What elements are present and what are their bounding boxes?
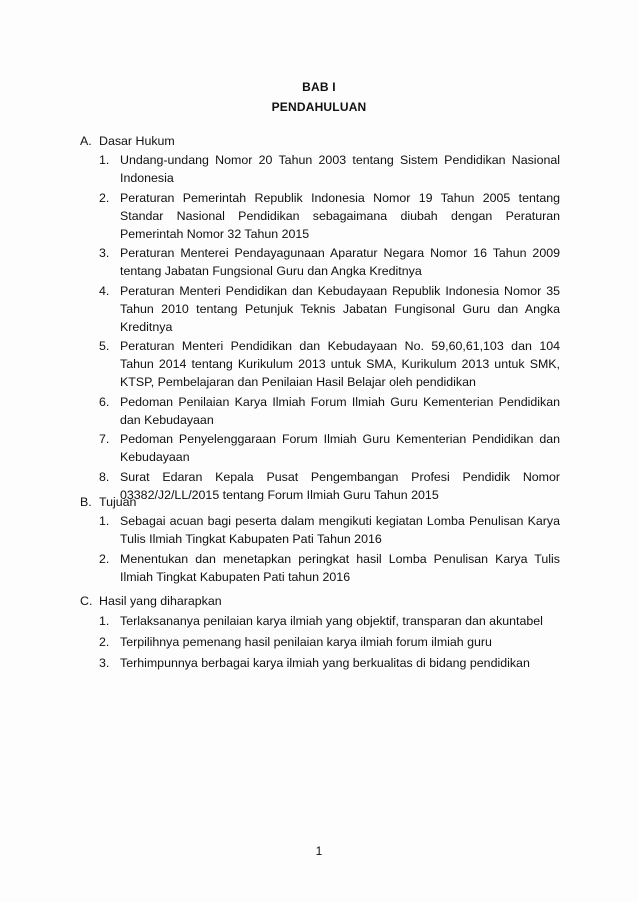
item-text: Terlaksananya penilaian karya ilmiah yang objektif, transparan dan akuntabel — [120, 614, 543, 628]
item-number: 1. — [99, 514, 110, 528]
item-number: 5. — [99, 339, 110, 353]
item-text: Peraturan Menterei Pendayagunaan Aparatur Negara Nomor 16 Tahun 2009 tentang Jabatan Fungsional Guru dan Angka Kreditnya — [120, 246, 560, 278]
item-text: Pedoman Penilaian Karya Ilmiah Forum Ilmiah Guru Kementerian Pendidikan dan Kebudayaan — [120, 394, 560, 427]
section-title: Dasar Hukum — [99, 134, 175, 148]
chapter-number: BAB I — [302, 80, 336, 94]
section-letter: B. — [80, 495, 92, 509]
list-item — [80, 611, 560, 631]
list-item — [80, 550, 560, 586]
list-item — [80, 151, 560, 187]
item-text: Surat Edaran Kepala Pusat Pengembangan Profesi Pendidik Nomor 03382/J2/LL/2015 tentang Forum Ilmiah Guru Tahun 2015 — [120, 469, 560, 502]
list-item — [80, 244, 560, 280]
item-text: Pedoman Penyelenggaraan Forum Ilmiah Guru Kementerian Pendidikan dan Kebudayaan — [120, 432, 560, 464]
section-heading — [80, 591, 560, 611]
section-list — [80, 151, 560, 504]
section-list — [80, 611, 560, 673]
section-tujuan — [80, 492, 560, 588]
item-text: Terpilihnya pemenang hasil penilaian karya ilmiah forum ilmiah guru — [120, 635, 492, 649]
item-number: 2. — [99, 635, 110, 649]
section-hasil-yang-diharapkan — [80, 591, 560, 674]
section-title: Hasil yang diharapkan — [99, 594, 222, 608]
item-text: Peraturan Menteri Pendidikan dan Kebudayaan No. 59,60,61,103 dan 104 Tahun 2014 tentang Kurikulum 2013 untuk SMA, Kurikulum 2013 untuk SMK, KTSP, Pembelajaran dan Penilaian Hasil Belajar oleh pendidikan — [120, 339, 560, 389]
item-number: 2. — [99, 552, 110, 566]
item-number: 4. — [99, 283, 110, 298]
item-number: 8. — [99, 469, 110, 484]
list-item — [80, 393, 560, 429]
item-number: 1. — [99, 614, 110, 628]
item-text: Menentukan dan menetapkan peringkat hasil Lomba Penulisan Karya Tulis Ilmiah Tingkat Kabupaten Pati tahun 2016 — [120, 552, 560, 584]
chapter-title: PENDAHULUAN — [271, 100, 367, 114]
list-item — [80, 653, 560, 673]
section-letter: A. — [80, 134, 92, 148]
list-item — [80, 430, 560, 466]
item-number: 1. — [99, 153, 110, 167]
item-number: 6. — [99, 394, 110, 409]
item-text: Peraturan Menteri Pendidikan dan Kebudayaan Republik Indonesia Nomor 35 Tahun 2010 tentang Petunjuk Teknis Jabatan Fungisonal Guru dan Angka Kreditnya — [120, 283, 560, 334]
item-number: 3. — [99, 246, 110, 260]
list-item — [80, 282, 560, 336]
list-item — [80, 337, 560, 391]
list-item — [80, 512, 560, 548]
item-text: Sebagai acuan bagi peserta dalam mengikuti kegiatan Lomba Penulisan Karya Tulis Ilmiah Tingkat Kabupaten Pati Tahun 2016 — [120, 514, 560, 546]
item-text: Terhimpunnya berbagai karya ilmiah yang berkualitas di bidang pendidikan — [120, 656, 530, 670]
section-title: Tujuan — [99, 495, 137, 509]
section-letter: C. — [80, 594, 93, 608]
item-number: 7. — [99, 432, 110, 446]
section-dasar-hukum — [80, 131, 560, 505]
item-number: 2. — [99, 190, 110, 205]
item-text: Peraturan Pemerintah Republik Indonesia Nomor 19 Tahun 2005 tentang Standar Nasional Pendidikan sebagaimana diubah dengan Peraturan Pemerintah Nomor 32 Tahun 2015 — [120, 190, 560, 241]
section-heading — [80, 131, 560, 151]
item-number: 3. — [99, 656, 110, 670]
page-number: 1 — [315, 844, 323, 858]
section-list — [80, 512, 560, 586]
item-text: Undang-undang Nomor 20 Tahun 2003 tentang Sistem Pendidikan Nasional Indonesia — [120, 153, 560, 185]
list-item — [80, 189, 560, 243]
section-heading — [80, 492, 560, 512]
list-item — [80, 632, 560, 652]
